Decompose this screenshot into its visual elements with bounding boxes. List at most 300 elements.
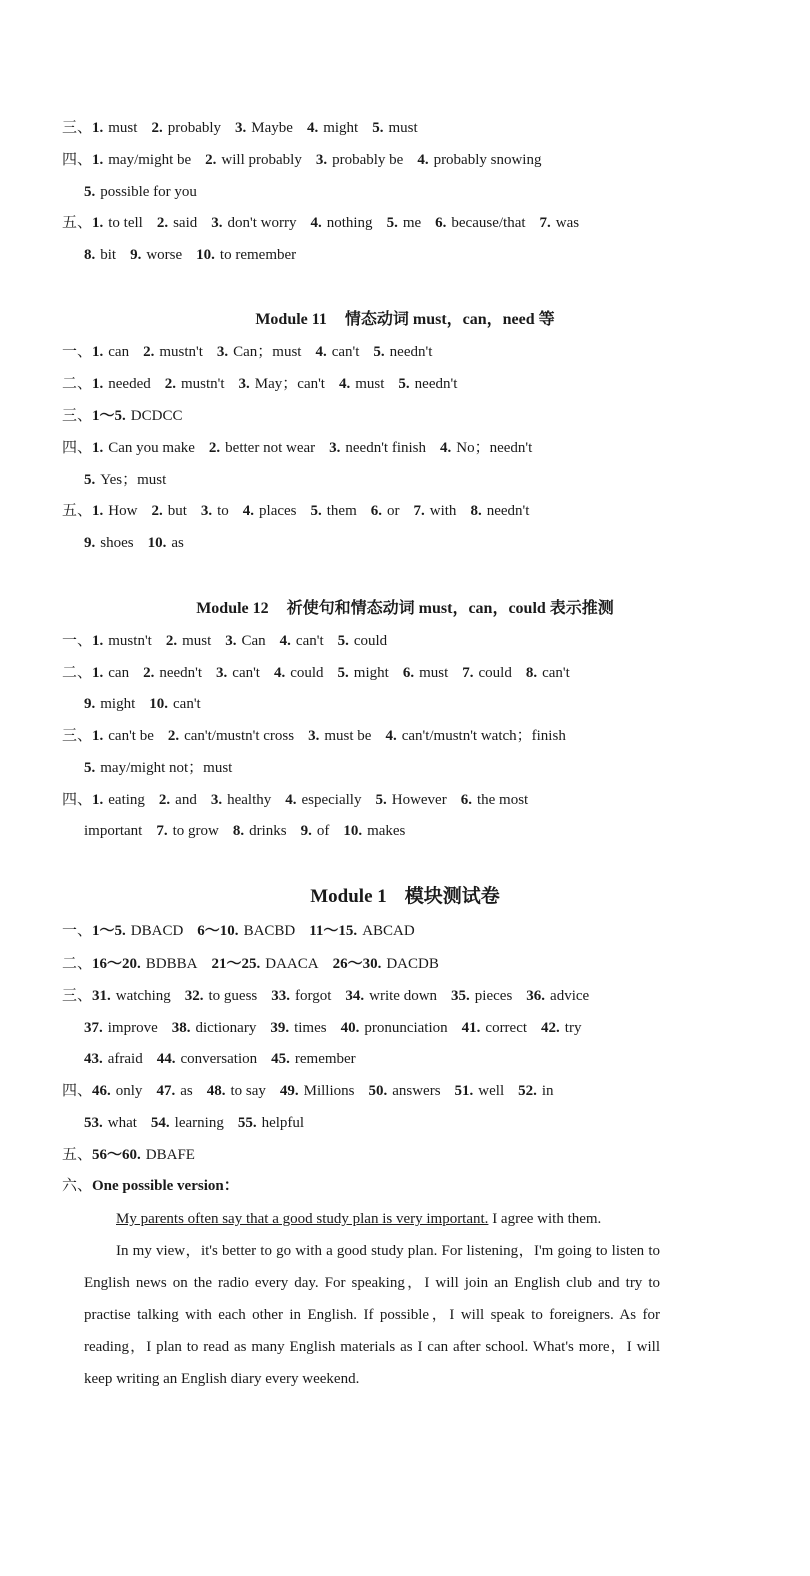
answer-list	[92, 988, 603, 1004]
answer-text: times	[294, 1020, 327, 1036]
answer-text: may/might be	[108, 152, 192, 168]
answer-number: 1.	[92, 633, 104, 649]
answer-number: 3.	[308, 728, 320, 744]
answer-text: to say	[230, 1083, 266, 1099]
m1-san-line-a	[62, 981, 660, 1011]
answer-item	[211, 215, 296, 231]
answer-text: as	[180, 1083, 193, 1099]
answer-text: forgot	[295, 988, 332, 1004]
answer-text: can't	[173, 696, 201, 712]
answer-number: 4.	[306, 120, 319, 136]
answer-number: 3.	[225, 633, 237, 649]
answer-number: 48.	[206, 1083, 226, 1099]
answer-item	[143, 665, 202, 681]
answer-list	[84, 1115, 318, 1131]
answer-item	[84, 696, 135, 712]
m1-san-line-b	[84, 1013, 660, 1043]
answer-text: to remember	[219, 247, 297, 263]
answer-item	[541, 1020, 581, 1036]
answer-number: 5.	[398, 376, 410, 392]
answer-item	[92, 792, 145, 808]
answer-item	[207, 1083, 266, 1099]
answer-item	[166, 633, 211, 649]
answer-item	[92, 344, 129, 360]
answer-item	[92, 633, 152, 649]
answer-list	[92, 923, 429, 939]
module-title: 情态动词 must，can，need 等	[344, 311, 555, 328]
m1-liu-line	[62, 1171, 660, 1201]
answer-item	[92, 152, 191, 168]
answer-number: 4.	[385, 728, 397, 744]
answer-number: 10.	[343, 823, 363, 839]
answer-text: probably snowing	[433, 152, 542, 168]
answer-text: correct	[485, 1020, 528, 1036]
answer-number: 31.	[92, 988, 111, 1004]
answer-text: watching	[115, 988, 171, 1004]
section-label: 五、	[62, 215, 93, 231]
answer-list	[92, 408, 196, 424]
answer-item	[345, 988, 437, 1004]
answer-text: possible for you	[100, 184, 197, 200]
answer-list	[92, 376, 471, 392]
answer-text: DACDB	[386, 956, 439, 972]
section-label: 二、	[62, 956, 93, 972]
m12-er-line-b	[84, 689, 660, 719]
answer-number: 4.	[242, 503, 255, 519]
answer-text: to	[217, 503, 229, 519]
answer-text: mustn't	[181, 376, 225, 392]
answer-text: can't	[542, 665, 570, 681]
answer-text: might	[323, 120, 359, 136]
answer-number: 40.	[340, 1020, 360, 1036]
answer-number: 55.	[237, 1115, 257, 1131]
answer-number: 4.	[273, 665, 286, 681]
section-label: 四、	[62, 792, 93, 808]
answer-text: probably be	[332, 152, 404, 168]
answer-list	[92, 215, 593, 231]
answer-item	[333, 956, 439, 972]
answer-list	[92, 503, 543, 519]
s10-si-line-b	[84, 177, 660, 207]
answer-item	[84, 1051, 143, 1067]
answer-number: 2.	[167, 728, 180, 744]
section-label: 四、	[62, 440, 93, 456]
answer-item	[205, 152, 302, 168]
answer-number: 2.	[143, 665, 155, 681]
answer-item	[217, 344, 302, 360]
answer-text: Millions	[303, 1083, 355, 1099]
answer-item	[385, 728, 565, 744]
answer-text: in	[541, 1083, 554, 1099]
answer-list	[84, 247, 310, 263]
answer-list	[92, 1147, 209, 1163]
answer-text: needn't finish	[345, 440, 426, 456]
answer-item	[274, 665, 324, 681]
essay-underlined-sentence: My parents often say that a good study plan is very important.	[116, 1211, 489, 1227]
answer-number: 3.	[315, 152, 328, 168]
answer-item	[84, 1020, 158, 1036]
answer-item	[315, 344, 359, 360]
answer-text: must	[108, 120, 138, 136]
answer-item	[403, 665, 448, 681]
answer-number: 43.	[84, 1051, 103, 1067]
answer-number: 11～15.	[309, 923, 358, 939]
answer-item	[316, 152, 403, 168]
section-label: 一、	[62, 923, 93, 939]
answer-list	[84, 696, 215, 712]
module-title: 模块测试卷	[404, 886, 500, 907]
answer-item	[159, 792, 197, 808]
answer-number: 2.	[158, 792, 171, 808]
answer-text: ABCAD	[362, 923, 415, 939]
answer-number: 3.	[211, 215, 223, 231]
answer-text: can't	[331, 344, 360, 360]
answer-number: 46.	[92, 1083, 111, 1099]
answer-item	[151, 503, 186, 519]
answer-text: pronunciation	[364, 1020, 448, 1036]
answer-number: 2.	[151, 120, 163, 136]
answer-number: 2.	[165, 633, 178, 649]
answer-text: Maybe	[251, 120, 293, 136]
answer-number: 8.	[470, 503, 482, 519]
answer-number: 10.	[149, 696, 169, 712]
answer-number: 4.	[417, 152, 429, 168]
answer-list	[156, 823, 419, 839]
answer-text: them	[326, 503, 357, 519]
answer-text: dictionary	[195, 1020, 257, 1036]
answer-number: 5.	[337, 633, 349, 649]
answer-text: Can	[241, 633, 266, 649]
answer-number: 5.	[84, 760, 96, 776]
module-number: Module 11	[255, 311, 327, 328]
answer-item	[92, 440, 195, 456]
answer-item	[280, 1083, 355, 1099]
answer-text: might	[100, 696, 136, 712]
answer-text: try	[564, 1020, 582, 1036]
answer-number: 1.	[92, 344, 104, 360]
answer-number: 9.	[84, 535, 96, 551]
answer-text: to tell	[108, 215, 143, 231]
answer-number: 7.	[413, 503, 425, 519]
answer-text: must	[355, 376, 385, 392]
answer-text: mustn't	[159, 344, 203, 360]
answer-item	[235, 120, 293, 136]
m12-si-line-b	[84, 816, 660, 846]
answer-text: but	[167, 503, 187, 519]
answer-number: 5.	[375, 792, 387, 808]
answer-text: May；can't	[254, 376, 325, 392]
answer-text: well	[478, 1083, 505, 1099]
answer-item	[301, 823, 330, 839]
answer-text: to guess	[208, 988, 258, 1004]
answer-item	[197, 923, 295, 939]
answer-number: 8.	[232, 823, 245, 839]
answer-text: No；needn't	[456, 440, 533, 456]
m12-er-line-a	[62, 658, 660, 688]
answer-text: can	[108, 665, 130, 681]
answer-text: mustn't	[108, 633, 152, 649]
answer-number: 5.	[337, 665, 349, 681]
answer-number: 35.	[451, 988, 470, 1004]
answer-number: 5.	[84, 184, 96, 200]
answer-text: pieces	[474, 988, 513, 1004]
answer-text: can't be	[108, 728, 154, 744]
answer-item	[92, 665, 129, 681]
m12-yi-line	[62, 626, 660, 656]
answer-number: 39.	[270, 1020, 290, 1036]
answer-list	[92, 633, 401, 649]
answer-number: 33.	[271, 988, 290, 1004]
answer-item	[371, 503, 400, 519]
answer-number: 32.	[184, 988, 204, 1004]
answer-number: 4.	[279, 633, 291, 649]
module-number: Module 12	[196, 600, 269, 617]
section-label: 五、	[62, 1147, 93, 1163]
answer-item	[216, 665, 260, 681]
answer-text: healthy	[227, 792, 272, 808]
answer-text: as	[171, 535, 184, 551]
answer-text: needn't	[486, 503, 530, 519]
answer-item	[225, 633, 265, 649]
answer-text: must	[419, 665, 449, 681]
answer-number: 5.	[372, 120, 384, 136]
answer-item	[462, 665, 512, 681]
section-label: 一、	[62, 344, 93, 360]
answer-number: 34.	[345, 988, 365, 1004]
answer-list	[84, 535, 198, 551]
answer-item	[92, 408, 182, 424]
s10-wu-line-b	[84, 240, 660, 270]
answer-text: needed	[108, 376, 151, 392]
answer-number: 1～5.	[92, 408, 126, 424]
answer-list	[92, 120, 432, 136]
answer-number: 3.	[216, 665, 228, 681]
answer-text: could	[290, 665, 324, 681]
m1-wu-line	[62, 1140, 660, 1170]
answer-item	[462, 1020, 527, 1036]
answer-item	[271, 1051, 356, 1067]
answer-number: 6.	[370, 503, 383, 519]
answer-item	[309, 923, 414, 939]
answer-list	[84, 760, 246, 776]
s10-san-line	[62, 113, 660, 143]
answer-text: could	[478, 665, 512, 681]
answer-text: probably	[167, 120, 222, 136]
answer-number: 6.	[460, 792, 472, 808]
answer-list	[84, 184, 211, 200]
m1-si-line-a	[62, 1076, 660, 1106]
answer-number: 1.	[92, 120, 104, 136]
answer-item	[149, 696, 200, 712]
answer-number: 2.	[164, 376, 176, 392]
answer-text: can't	[232, 665, 260, 681]
answer-item	[338, 633, 388, 649]
answer-list	[92, 152, 555, 168]
answer-item	[280, 633, 324, 649]
answer-text: can	[108, 344, 130, 360]
module-1-heading	[0, 882, 810, 912]
answer-number: 6.	[402, 665, 415, 681]
m1-er-line	[62, 949, 660, 979]
essay-text: In my view，it's better to go with a good study plan. For listening，I'm going to listen to English news on the radio every day. For speaking，I will join an English club and try to practise talking with each other in English. If possible，I will speak to foreigners. As for reading，I plan to read as many English materials as I can after school. What's more，I will keep writing an English diary every weekend.	[84, 1243, 660, 1387]
answer-item	[368, 1083, 440, 1099]
answer-list	[92, 956, 453, 972]
answer-number: 3.	[238, 376, 250, 392]
answer-text: of	[316, 823, 330, 839]
answer-number: 3.	[235, 120, 247, 136]
sample-essay	[84, 1203, 660, 1395]
answer-item	[239, 376, 325, 392]
section-label: 三、	[62, 728, 93, 744]
answer-number: 5.	[84, 472, 96, 488]
answer-item	[285, 792, 361, 808]
answer-number: 4.	[315, 344, 327, 360]
answer-number: 52.	[518, 1083, 537, 1099]
m1-san-line-c	[84, 1044, 660, 1074]
answer-number: 2.	[151, 503, 163, 519]
m12-si-line-a	[62, 785, 660, 815]
answer-number: 3.	[210, 792, 223, 808]
answer-number: 54.	[150, 1115, 170, 1131]
answer-item	[185, 988, 258, 1004]
answer-item	[341, 1020, 448, 1036]
module-12-heading	[0, 594, 810, 624]
answer-item	[92, 215, 143, 231]
answer-text: can't	[295, 633, 324, 649]
answer-number: 1.	[92, 503, 104, 519]
answer-item	[148, 535, 184, 551]
answer-list	[84, 1051, 370, 1067]
answer-number: 1.	[92, 665, 104, 681]
answer-list	[92, 792, 542, 808]
answer-text: worse	[146, 247, 183, 263]
section-label: 三、	[62, 120, 93, 136]
answer-item	[196, 247, 296, 263]
m11-wu-line-a	[62, 496, 660, 526]
answer-item	[157, 215, 197, 231]
answer-text: BACBD	[243, 923, 296, 939]
answer-item	[338, 665, 389, 681]
answer-item	[518, 1083, 553, 1099]
answer-item	[172, 1020, 257, 1036]
answer-number: 8.	[525, 665, 538, 681]
answer-number: 1～5.	[92, 923, 126, 939]
answer-text: with	[429, 503, 457, 519]
answer-number: 9.	[300, 823, 312, 839]
answer-number: 47.	[156, 1083, 176, 1099]
answer-number: 5.	[373, 344, 385, 360]
section-label: 一、	[62, 633, 93, 649]
answer-item	[92, 728, 154, 744]
answer-item	[373, 344, 432, 360]
answer-text: what	[107, 1115, 137, 1131]
sample-essay-title: One possible version：	[92, 1178, 239, 1194]
essay-paragraph-1	[84, 1203, 660, 1235]
answer-text: might	[353, 665, 389, 681]
answer-text: makes	[367, 823, 406, 839]
answer-item	[343, 823, 405, 839]
answer-item	[92, 1147, 195, 1163]
answer-text: needn't	[414, 376, 458, 392]
answer-number: 1.	[92, 728, 104, 744]
answer-item	[92, 923, 183, 939]
answer-text: must be	[324, 728, 372, 744]
answer-item	[92, 503, 137, 519]
answer-text: important	[84, 823, 143, 839]
m1-si-line-b	[84, 1108, 660, 1138]
answer-number: 21～25.	[211, 956, 261, 972]
section-label: 四、	[62, 1083, 93, 1099]
module-number: Module 1	[310, 886, 387, 907]
answer-item	[156, 1083, 192, 1099]
answer-item	[307, 120, 358, 136]
answer-text: afraid	[107, 1051, 143, 1067]
answer-number: 2.	[205, 152, 217, 168]
answer-item	[375, 792, 446, 808]
answer-item	[540, 215, 580, 231]
answer-text: to grow	[172, 823, 219, 839]
section-label: 三、	[62, 408, 93, 424]
m11-yi-line	[62, 337, 660, 367]
answer-list	[84, 472, 180, 488]
answer-item	[398, 376, 457, 392]
answer-number: 1.	[92, 440, 104, 456]
answer-item	[92, 120, 137, 136]
answer-text: advice	[550, 988, 590, 1004]
answer-number: 6.	[435, 215, 447, 231]
m12-san-line-b	[84, 753, 660, 783]
answer-list	[84, 1020, 595, 1036]
answer-number: 50.	[368, 1083, 388, 1099]
answer-number: 4.	[285, 792, 297, 808]
answer-item	[455, 1083, 505, 1099]
m11-wu-line-b	[84, 528, 660, 558]
answer-text: helpful	[261, 1115, 305, 1131]
answer-text: places	[259, 503, 297, 519]
answer-number: 2.	[143, 344, 155, 360]
answer-text: can't/mustn't cross	[184, 728, 295, 744]
answer-number: 4.	[310, 215, 322, 231]
answer-number: 7.	[539, 215, 551, 231]
answer-number: 4.	[440, 440, 452, 456]
answer-number: 51.	[454, 1083, 474, 1099]
answer-text: BDBBA	[145, 956, 198, 972]
answer-item	[417, 152, 541, 168]
answer-text: write down	[369, 988, 438, 1004]
answer-number: 9.	[84, 696, 96, 712]
answer-item	[211, 792, 271, 808]
answer-item	[130, 247, 182, 263]
answer-text: DBAFE	[145, 1147, 195, 1163]
answer-number: 7.	[156, 823, 168, 839]
answer-number: 1.	[92, 215, 104, 231]
answer-item	[311, 503, 357, 519]
answer-text: drinks	[249, 823, 287, 839]
answer-list	[92, 1083, 568, 1099]
answer-item	[339, 376, 384, 392]
answer-number: 1.	[92, 376, 104, 392]
answer-text: DBACD	[130, 923, 184, 939]
answer-text: was	[555, 215, 580, 231]
answer-text: or	[387, 503, 400, 519]
answer-number: 38.	[171, 1020, 191, 1036]
answer-text: said	[173, 215, 198, 231]
answer-text: Can；must	[233, 344, 302, 360]
answer-item	[151, 120, 221, 136]
module-title: 祈使句和情态动词 must，can，could 表示推测	[286, 600, 614, 617]
m1-yi-line	[62, 916, 660, 946]
answer-item	[84, 760, 232, 776]
